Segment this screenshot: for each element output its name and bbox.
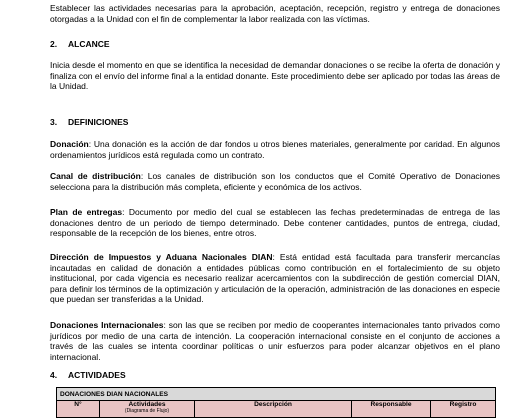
header-responsable: Responsable	[352, 401, 431, 418]
definition-text: : Está entidad está facultada para transferir mercancías incautadas en calidad de donación a entidades públicas como contribución en el fortalecimiento de su objeto institucional, por cada vigencia es necesario realizar acercamientos con la subdirección de gestión comercial DIAN, para definir los términos de la optimización y articulación de la operación, administración de las donaciones en especie que puedan ser transferidas a la Unidad.	[50, 252, 500, 305]
section-title: ALCANCE	[68, 39, 110, 49]
section-number: 2.	[50, 39, 58, 49]
table-caption: DONACIONES DIAN NACIONALES	[57, 388, 496, 401]
table-header-row	[57, 401, 496, 418]
header-actividades	[100, 401, 195, 418]
header-actividades-sub: (Diagrama de Flujo)	[124, 408, 170, 415]
header-descripcion: Descripción	[195, 401, 352, 418]
definition-term: Plan de entregas	[50, 207, 123, 217]
section-title: DEFINICIONES	[68, 117, 129, 127]
definition-text: : Una donación es la acción de dar fondos u otros bienes materiales, generalmente por caridad. En algunos ordenamientos jurídicos está regulada como un contrato.	[50, 139, 500, 160]
header-actividades-label: Actividades	[128, 401, 166, 408]
definition-dian	[50, 252, 500, 305]
activities-table	[56, 387, 496, 418]
definition-plan-entregas	[50, 207, 500, 239]
section-heading-actividades	[50, 370, 126, 380]
alcance-paragraph: Inicia desde el momento en que se identifica la necesidad de demandar donaciones o se recibe la oferta de donación y finaliza con el envío del informe final a la entidad donante. Este procedimiento debe ser aplicado por todas las áreas de la Unidad.	[50, 60, 500, 92]
definition-donaciones-internacionales	[50, 320, 500, 362]
definition-donacion	[50, 139, 500, 160]
section-number: 3.	[50, 117, 58, 127]
section-number: 4.	[50, 370, 58, 380]
definition-term: Donación	[50, 139, 89, 149]
definition-term: Canal de distribución	[50, 171, 141, 181]
definition-term: Donaciones Internacionales	[50, 320, 164, 330]
section-title: ACTIVIDADES	[68, 370, 126, 380]
section-heading-alcance	[50, 39, 110, 49]
section-heading-definiciones	[50, 117, 128, 127]
header-registro: Registro	[431, 401, 496, 418]
definition-text: : Los canales de distribución son los conductos que el Comité Operativo de Donaciones selecciona para la distribución más completa, eficiente y económica de los activos.	[50, 171, 500, 192]
objective-paragraph: Establecer las actividades necesarias para la aprobación, aceptación, recepción, registro y entrega de donaciones otorgadas a la Unidad con el fin de complementar la labor realizada con las víctimas.	[50, 3, 500, 24]
definition-canal-distribucion	[50, 171, 500, 192]
definition-text: : son las que se reciben por medio de cooperantes internacionales tanto privados como jurídicos por medio de una carta de intención. La cooperación internacional consiste en el conjunto de acciones a través de las cuales se intenta coordinar políticas o unir esfuerzos para poder alcanzar objetivos en el plano internacional.	[50, 320, 500, 362]
header-num: N°	[57, 401, 100, 418]
definition-text: : Documento por medio del cual se establecen las fechas predeterminadas de entrega de las donaciones dentro de un periodo de tiempo determinado. Debe contener cantidades, puntos de entrega, ciudad, responsable de la recepción de los bienes, entre otros.	[50, 207, 501, 239]
definition-term: Dirección de Impuestos y Aduana Nacionales DIAN	[50, 252, 273, 262]
